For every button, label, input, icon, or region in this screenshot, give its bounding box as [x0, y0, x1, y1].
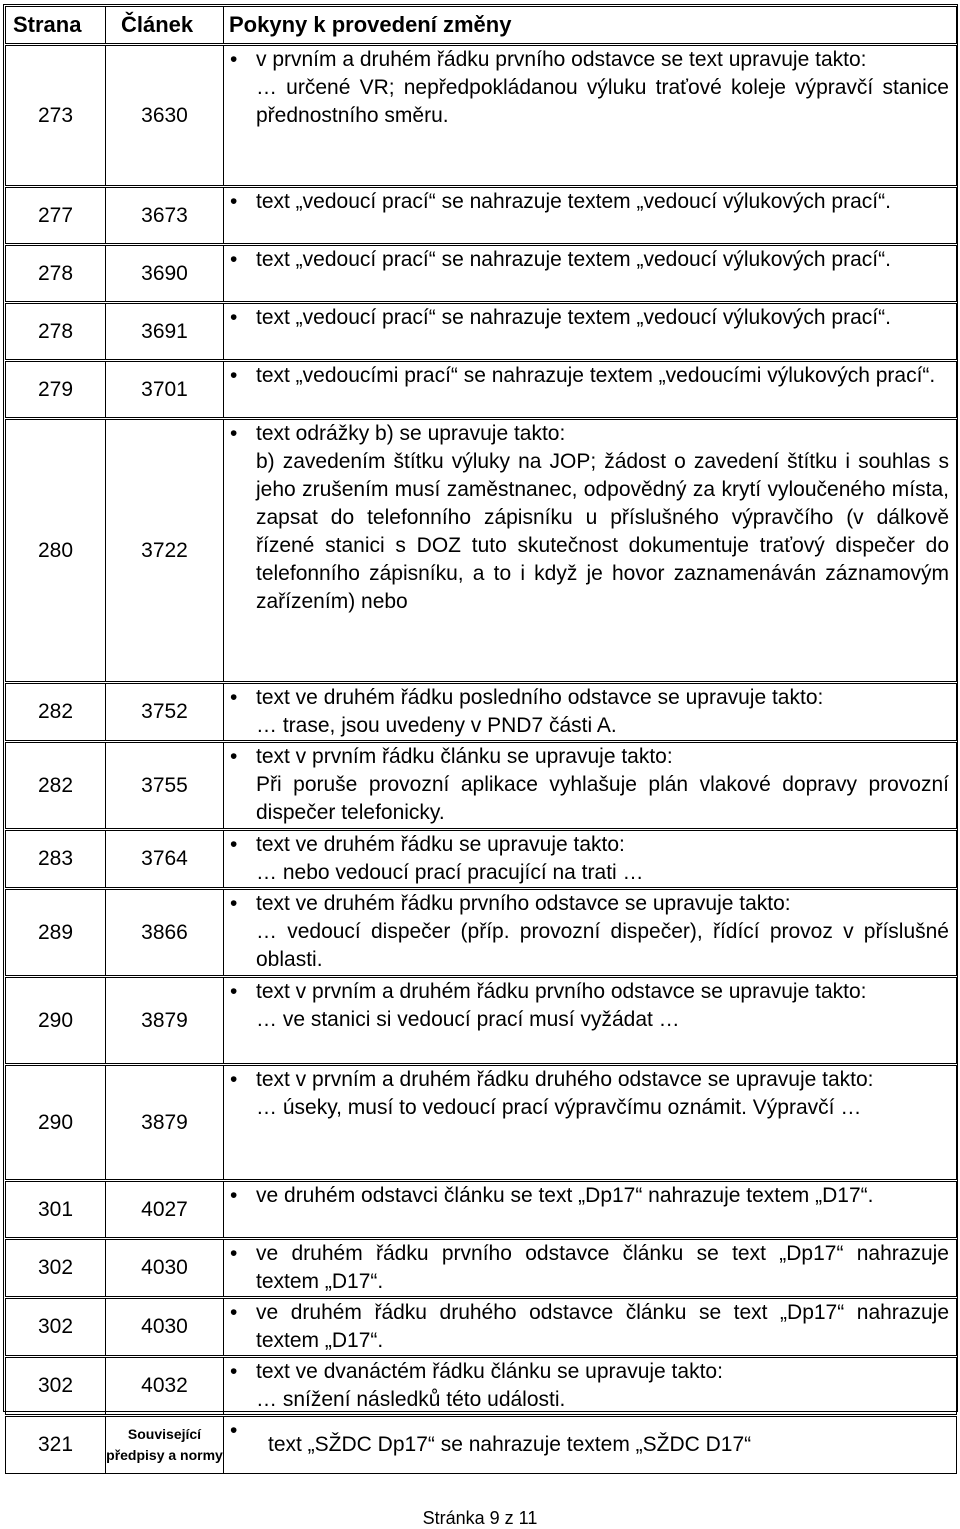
cell-strana: 278: [6, 303, 106, 361]
cell-pokyny: [224, 742, 957, 830]
cell-strana: 302: [6, 1298, 106, 1357]
table-row: [6, 977, 957, 1065]
cell-pokyny: [224, 187, 957, 245]
instruction-text: • text „SŽDC Dp17“ se nahrazuje textem „SŽDC D17“: [268, 1433, 752, 1456]
instruction-item: [224, 420, 956, 616]
cell-clanek: 3764: [106, 830, 224, 889]
instruction-item: [224, 188, 956, 216]
cell-strana: 302: [6, 1239, 106, 1298]
instruction-text: • text ve druhém řádku prvního odstavce se upravuje takto:: [256, 892, 791, 915]
cell-clanek: 3755: [106, 742, 224, 830]
cell-pokyny: [224, 889, 957, 977]
cell-pokyny: [224, 977, 957, 1065]
instruction-list: [224, 1066, 956, 1122]
replacement-text: … snížení následků této události.: [256, 1388, 566, 1411]
instruction-text: • text „vedoucí prací“ se nahrazuje textem „vedoucí výlukových prací“.: [256, 190, 891, 213]
instruction-item: [224, 1182, 956, 1210]
instruction-item: [224, 1066, 956, 1122]
table-row: [6, 1357, 957, 1416]
table-row: [6, 361, 957, 419]
cell-strana: 290: [6, 977, 106, 1065]
cell-clanek: 3866: [106, 889, 224, 977]
cell-clanek: 3690: [106, 245, 224, 303]
cell-clanek: 4027: [106, 1181, 224, 1239]
instruction-text: • ve druhém řádku prvního odstavce článku se text „Dp17“ nahrazuje textem „D17“.: [256, 1242, 949, 1293]
cell-strana: 302: [6, 1357, 106, 1416]
instruction-text: • ve druhém odstavci článku se text „Dp17“ nahrazuje textem „D17“.: [256, 1184, 874, 1207]
instruction-list: [224, 46, 956, 130]
cell-clanek: 3673: [106, 187, 224, 245]
instruction-item: [224, 743, 956, 827]
instruction-item: [224, 1240, 956, 1296]
cell-strana: 283: [6, 830, 106, 889]
instruction-text: • text v prvním a druhém řádku prvního odstavce se upravuje takto:: [256, 980, 867, 1003]
replacement-text: … úseky, musí to vedoucí prací výpravčímu oznámit. Výpravčí …: [256, 1096, 862, 1119]
instruction-text: • text ve dvanáctém řádku článku se upravuje takto:: [256, 1360, 723, 1383]
header-strana: Strana: [6, 7, 106, 45]
replacement-text: … vedoucí dispečer (příp. provozní dispečer), řídící provoz v příslušné oblasti.: [256, 920, 949, 971]
header-clanek: Článek: [106, 7, 224, 45]
header-pokyny: Pokyny k provedení změny: [224, 7, 957, 45]
cell-pokyny: [224, 683, 957, 742]
instruction-list: [224, 890, 956, 974]
instruction-item: [224, 1358, 956, 1414]
cell-strana: 321: [6, 1416, 106, 1474]
replacement-text: … ve stanici si vedoucí prací musí vyžádat …: [256, 1008, 680, 1031]
instruction-list: [224, 420, 956, 616]
instruction-text: • v prvním a druhém řádku prvního odstavce se text upravuje takto:: [256, 48, 867, 71]
instruction-text: • text „vedoucí prací“ se nahrazuje textem „vedoucí výlukových prací“.: [256, 306, 891, 329]
instruction-text: • text ve druhém řádku posledního odstavce se upravuje takto:: [256, 686, 824, 709]
instruction-list: [224, 978, 956, 1034]
cell-strana: 301: [6, 1181, 106, 1239]
table-row: [6, 830, 957, 889]
cell-clanek: 3879: [106, 1065, 224, 1181]
cell-clanek: 4032: [106, 1357, 224, 1416]
instruction-item: [224, 1417, 956, 1459]
cell-pokyny: [224, 1239, 957, 1298]
cell-clanek: 3630: [106, 45, 224, 187]
instruction-text: • ve druhém řádku druhého odstavce článku se text „Dp17“ nahrazuje textem „D17“.: [256, 1301, 949, 1352]
table-row: [6, 303, 957, 361]
instruction-list: [224, 1358, 956, 1414]
instruction-list: [224, 1240, 956, 1296]
cell-pokyny: [224, 1181, 957, 1239]
cell-pokyny: [224, 419, 957, 683]
table-row: [6, 245, 957, 303]
instruction-list: [224, 1417, 956, 1459]
instruction-item: [224, 246, 956, 274]
instruction-list: [224, 246, 956, 274]
cell-strana: 277: [6, 187, 106, 245]
instruction-item: [224, 831, 956, 887]
cell-pokyny: [224, 361, 957, 419]
cell-clanek: 3879: [106, 977, 224, 1065]
instruction-item: [224, 46, 956, 130]
instruction-item: [224, 890, 956, 974]
cell-pokyny: [224, 1416, 957, 1474]
instruction-text: • text odrážky b) se upravuje takto:: [256, 422, 566, 445]
cell-strana: 289: [6, 889, 106, 977]
cell-strana: 282: [6, 683, 106, 742]
cell-pokyny: [224, 1065, 957, 1181]
cell-clanek: 3701: [106, 361, 224, 419]
table-row: [6, 45, 957, 187]
instruction-text: • text ve druhém řádku se upravuje takto:: [256, 833, 625, 856]
instruction-list: [224, 188, 956, 216]
cell-pokyny: [224, 830, 957, 889]
instruction-list: [224, 831, 956, 887]
table-row: [6, 1239, 957, 1298]
table-row: [6, 683, 957, 742]
instruction-text: • text „vedoucí prací“ se nahrazuje textem „vedoucí výlukových prací“.: [256, 248, 891, 271]
instruction-text: • text v prvním řádku článku se upravuje takto:: [256, 745, 673, 768]
instruction-list: [224, 1182, 956, 1210]
instruction-list: [224, 684, 956, 740]
cell-clanek: Související předpisy a normy: [106, 1416, 224, 1474]
instruction-list: [224, 304, 956, 332]
table-row: [6, 1298, 957, 1357]
table-row: [6, 187, 957, 245]
cell-clanek: 4030: [106, 1239, 224, 1298]
instruction-item: [224, 1299, 956, 1355]
instruction-list: [224, 743, 956, 827]
cell-pokyny: [224, 303, 957, 361]
cell-strana: 273: [6, 45, 106, 187]
cell-strana: 278: [6, 245, 106, 303]
cell-strana: 290: [6, 1065, 106, 1181]
cell-clanek: 3752: [106, 683, 224, 742]
instruction-item: [224, 978, 956, 1034]
cell-strana: 282: [6, 742, 106, 830]
changes-table: [5, 6, 957, 1474]
instruction-list: [224, 1299, 956, 1355]
cell-strana: 279: [6, 361, 106, 419]
replacement-text: Při poruše provozní aplikace vyhlašuje plán vlakové dopravy provozní dispečer telefonicky.: [256, 773, 949, 824]
instruction-text: • text „vedoucími prací“ se nahrazuje textem „vedoucími výlukových prací“.: [256, 364, 936, 387]
table-row: [6, 419, 957, 683]
cell-clanek: 3722: [106, 419, 224, 683]
instruction-list: [224, 362, 956, 390]
instruction-item: [224, 304, 956, 332]
table-body: [6, 45, 957, 1474]
page-footer: Stránka 9 z 11: [422, 1508, 538, 1528]
table-row: [6, 1181, 957, 1239]
cell-clanek: 4030: [106, 1298, 224, 1357]
table-row: [6, 1416, 957, 1474]
cell-pokyny: [224, 245, 957, 303]
cell-pokyny: [224, 45, 957, 187]
table-row: [6, 889, 957, 977]
replacement-text: … nebo vedoucí prací pracující na trati …: [256, 861, 644, 884]
table-row: [6, 1065, 957, 1181]
cell-pokyny: [224, 1357, 957, 1416]
replacement-text: … trase, jsou uvedeny v PND7 části A.: [256, 714, 617, 737]
replacement-text: b) zavedením štítku výluky na JOP; žádost o zavedení štítku i souhlas s jeho zrušením musí zaměstnanec, odpovědný za krytí vyloučeného místa, zapsat do telefonního zápisníku u příslušného výpravčího (v dálkově řízené stanici s DOZ tuto skutečnost dokumentuje traťový dispečer do telefonního zápisníku, a to i když je hovor zaznamenáván záznamovým zařízením) nebo: [256, 450, 949, 613]
cell-pokyny: [224, 1298, 957, 1357]
instruction-item: [224, 362, 956, 390]
replacement-text: … určené VR; nepředpokládanou výluku traťové koleje výpravčí stanice přednostního směru.: [256, 76, 949, 127]
cell-clanek: 3691: [106, 303, 224, 361]
table-row: [6, 742, 957, 830]
table-header-row: [6, 7, 957, 45]
instruction-item: [224, 684, 956, 740]
instruction-text: • text v prvním a druhém řádku druhého odstavce se upravuje takto:: [256, 1068, 874, 1091]
cell-strana: 280: [6, 419, 106, 683]
